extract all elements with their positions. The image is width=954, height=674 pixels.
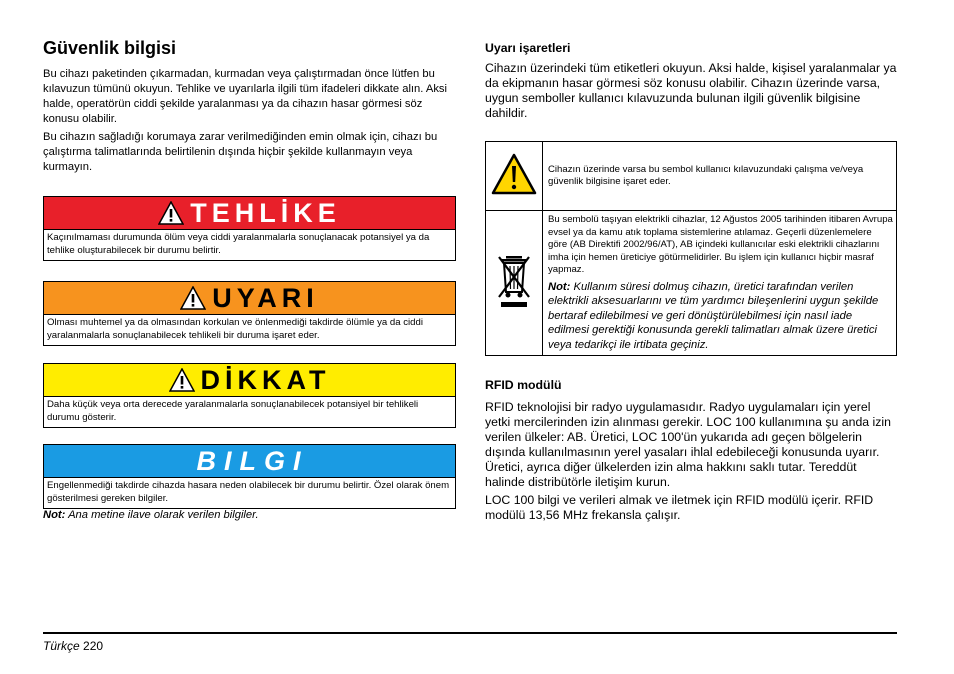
notice-text: Engellenmediği takdirde cihazda hasara neden olabilecek bir durumu belirtir. Özel olarak önem gösterilmesi gereken bilgiler. [44,478,455,508]
danger-label: TEHLİKE [190,197,341,228]
warning-band [44,282,455,315]
warning-label: UYARI [212,282,319,313]
rfid-paragraph-1: RFID teknolojisi bir radyo uygulamasıdır. Radyo uygulamaları için yerel yetki mercilerinden izin alınması gerekir. LOC 100 kullanımına şu anda izin verilen ülkeler: AB. Üretici, LOC 100'ün yukarıda adı geçen bölgelerin dışında kullanılmasının yerel yasaları ihlal edebileceği konusunda uyarır. Üretici, ayrıca diğer ülkelerden izin alma hakkını saklı tutar. Tereddüt halinde distribütörle iletişim kurun. [485,400,891,489]
caution-label: DİKKAT [200,364,331,395]
warning-triangle-icon [158,201,184,225]
note-text: Ana metine ilave olarak verilen bilgiler. [65,509,259,521]
notice-band [44,445,455,478]
rfid-paragraph-2: LOC 100 bilgi ve verileri almak ve iletmek için RFID modülü içerir. RFID modülü 13,56 MHz frekansla çalışır. [485,493,874,522]
crossed-bin-icon [495,252,533,310]
notice-label: BILGI [196,445,309,476]
page-footer [43,639,103,653]
intro-paragraph: Bu cihazı paketinden çıkarmadan, kurmadan veya çalıştırmadan önce lütfen bu kılavuzun tümünü okuyun. Tehlike ve uyarılarla ilgili tüm ifadeleri dikkate alın. Aksi halde, operatörün ciddi şekilde yaralanması ya da cihazın hasar görmesi söz konusu olabilir. [43,68,447,125]
warning-triangle-icon [169,368,195,392]
weee-text: Bu sembolü taşıyan elektrikli cihazlar, 12 Ağustos 2005 tarihinden itibaren Avrupa evsel ya da kamu atık toplama sistemlerine atılamaz. Geçerli düzenlemelere göre (AB Direktifi 2002/96/AT), AB içindeki kullanıcılar eski elektrikli cihazlarını imha için hemen üreticiye götürmelidirler. Bu işlem için kullanıcı hiçbir masraf yapmaz. [548,214,893,275]
note-prefix: Not: [43,509,66,521]
symbol-description: Cihazın üzerinde varsa bu sembol kullanıcı kılavuzundaki çalışma ve/veya güvenlik bilgisine işaret eder. [543,142,897,211]
rfid-heading: RFID modülü [485,378,562,392]
weee-note-prefix: Not: [548,280,571,293]
labels-paragraph: Cihazın üzerindeki tüm etiketleri okuyun. Aksi halde, kişisel yaralanmalar ya da ekipmanın hasar görmesi söz konusu olabilir. Cihazın üzerinde varsa, uygun semboller kullanıcı kılavuzunda bulunan ilgili güvenlik bilgisine dahildir. [485,61,897,120]
usage-paragraph: Bu cihazın sağladığı korumaya zarar verilmediğinden emin olmak için, cihazı bu çalıştırma talimatlarında belirtilenin dışında hiçbir şekilde kullanmayın veya kurmayın. [43,131,438,173]
section-title: Güvenlik bilgisi [43,38,177,58]
weee-note [548,280,893,353]
weee-note-text: Kullanım süresi dolmuş cihazın, üretici tarafından verilen elektrikli aksesuarlarını ve tüm yardımcı bileşenlerini uygun şekilde bertaraf edilebilmesi ve geri dönüştürülebilmesi için nasıl iade edilmesi gerektiği konusunda gerekli talimatları almak üzere üretici veya tedarikçi ile irtibata geçiniz. [548,280,879,351]
footer-rule [43,632,897,634]
caution-box [43,363,456,428]
note-line [43,509,259,521]
table-row [486,211,897,356]
notice-box [43,444,456,509]
labels-heading: Uyarı işaretleri [485,41,571,55]
symbol-icon-cell [486,211,543,356]
danger-box [43,196,456,261]
caution-text: Daha küçük veya orta derecede yaralanmalarla sonuçlanabilecek potansiyel bir tehlikeli durumu gösterir. [44,397,455,427]
table-row [486,142,897,211]
footer-language: Türkçe [43,639,80,653]
warning-box [43,281,456,346]
warning-triangle-icon [491,153,537,195]
warning-text: Olması muhtemel ya da olmasından korkulan ve önlenmediği takdirde ölümle ya da ciddi yaralanmalarla sonuçlanabilecek tehlikeli bir duruma işaret eder. [44,315,455,345]
caution-band [44,364,455,397]
symbol-icon-cell [486,142,543,211]
symbol-description [543,211,897,356]
danger-band [44,197,455,230]
danger-text: Kaçınılmaması durumunda ölüm veya ciddi yaralanmalarla sonuçlanacak potansiyel ya da tehlike oluşturabilecek bir durumu belirtir. [44,230,455,260]
symbols-table [485,141,897,356]
warning-triangle-icon [180,286,206,310]
page-number: 220 [79,639,104,653]
